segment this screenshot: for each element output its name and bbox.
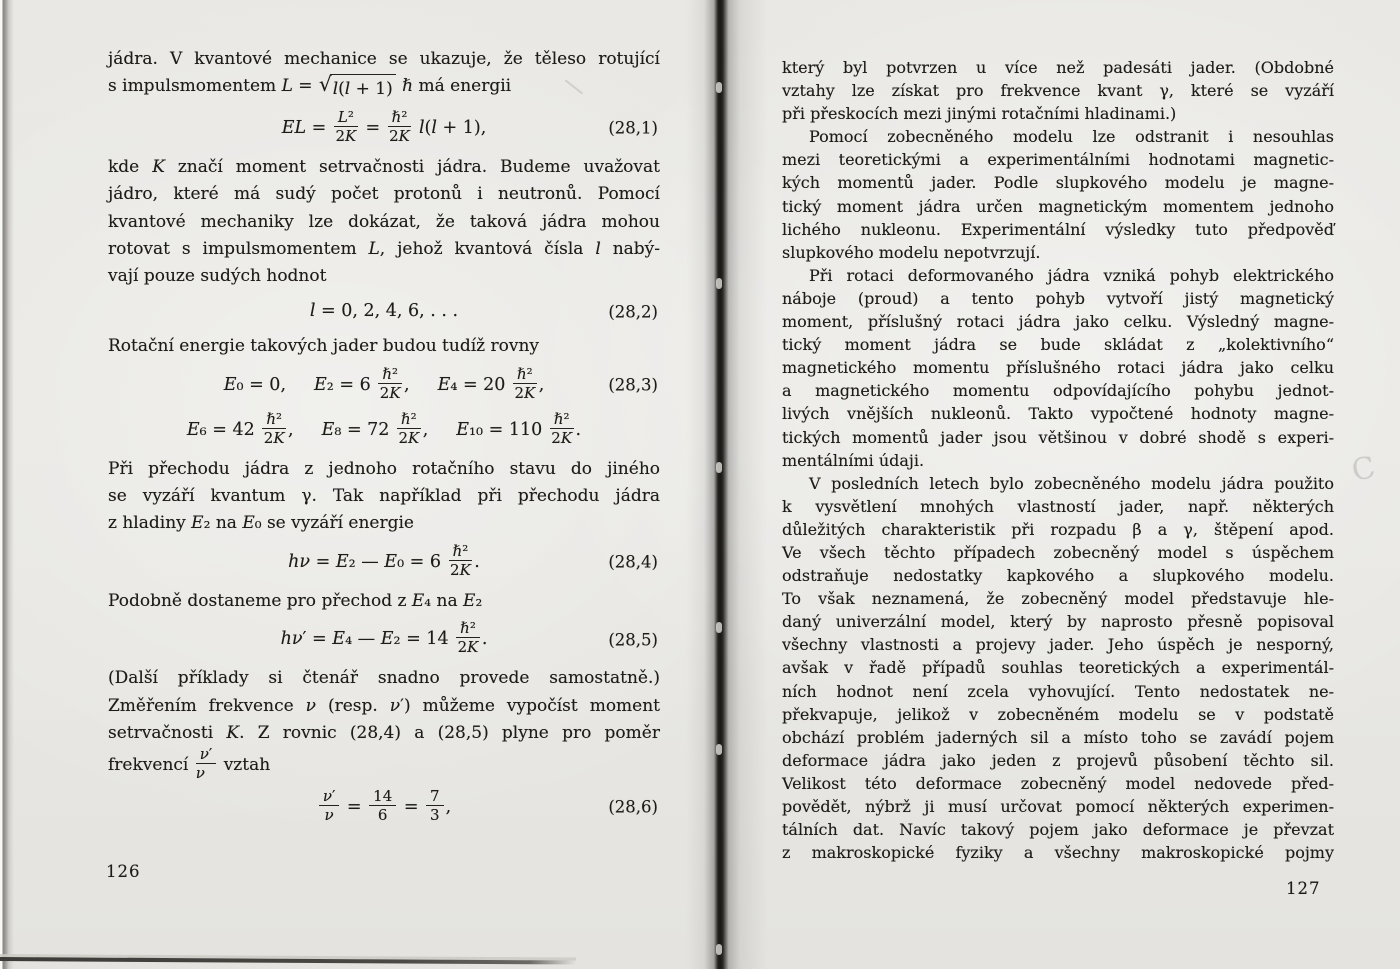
text-line: jádra. V kvantové mechanice se ukazuje, že těleso rotující	[108, 49, 660, 69]
stitch-mark	[716, 278, 722, 289]
equation	[108, 786, 660, 825]
text-line: Rotační energie takových jader budou tudíž rovny	[108, 336, 540, 357]
fraction-numerator: ℏ²	[397, 411, 421, 429]
fraction	[378, 366, 402, 401]
equation-row	[108, 409, 660, 448]
fraction-numerator: ℏ²	[378, 366, 402, 384]
text-line: vají pouze sudých hodnot	[108, 266, 327, 287]
equation-number: (28,5)	[608, 630, 658, 650]
text-line: mezi teoretickými a experimentálními hodnotami magnetic-	[782, 150, 1334, 170]
text-line: tických momentů jader jsou většinou v dobré shodě s experi-	[782, 427, 1334, 447]
stitch-mark	[716, 622, 722, 633]
text-line: tálních dat. Navíc takový pojem jako deformace je převzat	[782, 820, 1334, 840]
text-line: Při rotaci deformovaného jádra vzniká pohyb elektrického	[809, 265, 1334, 285]
fraction-denominator: 6	[377, 805, 388, 824]
radicand: l(l + 1)	[330, 74, 396, 103]
fraction-denominator: 2K	[551, 428, 573, 447]
text-line: ních hodnot není zcela vyhovující. Tento nedostatek ne-	[782, 681, 1334, 701]
fraction-numerator: ℏ²	[456, 620, 480, 638]
text-line: k vysvětlení mnohých vlastností jader, např. některých	[782, 496, 1334, 516]
fraction-numerator: ℏ²	[550, 411, 574, 429]
text-line: tický moment jádra se bude skládat z „kolektivního“	[782, 335, 1334, 355]
fraction-denominator: ν	[324, 805, 334, 824]
equation-number: (28,6)	[608, 797, 658, 817]
text-line: Při přechodu jádra z jednoho rotačního stavu do jiného	[108, 458, 660, 479]
fraction-numerator: 14	[369, 788, 396, 806]
pencil-mark: C	[1348, 449, 1379, 490]
paragraph	[108, 46, 660, 104]
fraction	[456, 620, 480, 655]
fraction-denominator: 2K	[335, 126, 357, 145]
page-left	[108, 46, 660, 833]
fraction	[449, 543, 473, 578]
text-line: Podobně dostaneme pro přechod z E₄ na E₂	[108, 590, 483, 611]
paragraph	[108, 456, 660, 538]
text-line: z makroskopické fyziky a všechny makroskopické pojmy	[782, 843, 1334, 863]
text-line: mentálními údaji.	[782, 450, 925, 470]
paragraph	[782, 264, 1334, 472]
equation-formula: E₆ = 42 $\frac{\text{ℏ²}}{2K}$ , E₈ = 72 $\frac{\text{ℏ²}}{2K}$ , E₁₀ = 110 $\frac{\text{ℏ²}}{2K}$ .	[186, 409, 582, 447]
paragraph	[108, 333, 660, 360]
fraction-numerator: ν′	[196, 746, 217, 764]
fraction-denominator: 3	[430, 805, 440, 824]
fraction	[513, 366, 537, 401]
equation-number: (28,3)	[608, 375, 658, 395]
text-line: avšak v řadě případů souhlas teoretických a experimentál-	[782, 658, 1334, 678]
text-line: všechny vlastnosti a projevy jader. Jeho úspěch je nesporný,	[782, 635, 1334, 655]
text-line: lichého nukleonu. Experimentální výsledky tuto předpověď	[782, 219, 1334, 239]
sqrt-radical	[319, 74, 396, 103]
fraction	[550, 411, 574, 446]
fraction-denominator: 2K	[398, 428, 420, 447]
page-number-right: 127	[1286, 879, 1321, 898]
equation-number: (28,1)	[608, 118, 658, 138]
text-line: vztahy lze získat pro frekvence kvant γ, které se vyzáří	[782, 81, 1334, 101]
fraction-numerator: ℏ²	[513, 366, 537, 384]
fraction-denominator: 2K	[514, 383, 536, 402]
text-line: livých vnějších nukleonů. Takto vypočtené hodnoty magne-	[782, 404, 1334, 424]
subscript: L	[294, 117, 307, 138]
paragraph	[782, 56, 1334, 125]
fraction	[369, 788, 396, 823]
text-line: kých momentů jader. Podle slupkového modelu je magne-	[782, 173, 1334, 193]
fraction-denominator: 2K	[450, 560, 471, 579]
equation	[108, 619, 660, 657]
text-line: setrvačnosti K. Z rovnic (28,4) a (28,5) plyne pro poměr	[108, 723, 660, 744]
text-line: důležitých charakteristik při rozpadu β a γ, štěpení apod.	[782, 519, 1334, 539]
paragraph	[108, 588, 660, 615]
fraction-denominator: 2K	[263, 428, 285, 447]
equation-number: (28,4)	[608, 552, 658, 572]
text-line: odstraňuje nedostatky kapkového a slupkového modelu.	[782, 566, 1334, 586]
fraction	[334, 109, 358, 144]
equation-formula: $\frac{\nu'}{\nu}$ = $\frac{14}{6}$ = $\frac{7}{3}$ ,	[317, 797, 451, 817]
equation	[108, 541, 660, 580]
text-line: náboje (proud) a tento pohyb vytvoří jistý magnetický	[782, 288, 1334, 308]
equation-row	[108, 364, 660, 403]
fraction-numerator: ℏ²	[388, 109, 412, 127]
fraction-denominator: ν	[195, 763, 205, 782]
text-line: rotovat s impulsmomentem L, jehož kvantová čísla l nabý-	[108, 239, 661, 260]
equation-row	[108, 619, 660, 657]
page-edge-bottom	[0, 957, 576, 965]
equation-formula: hν′ = E₄ — E₂ = 14 $\frac{\text{ℏ²}}{2K}$ .	[280, 619, 488, 657]
text-line: kde K značí moment setrvačnosti jádra. Budeme uvažovat	[108, 156, 660, 177]
paragraph	[108, 154, 660, 291]
text-line: tický moment jádra určen magnetickým momentem jednoho	[782, 196, 1334, 216]
text-line: z hladiny E₂ na E₀ se vyzáří energie	[108, 513, 414, 534]
text-line: daný univerzální model, který by naprosto přesně popisoval	[782, 612, 1334, 632]
text-line: V posledních letech bylo zobecněného modelu jádra použito	[809, 473, 1334, 493]
radical-sign: √	[318, 72, 332, 97]
text-line: který byl potvrzen u více než padesáti jader. (Obdobné	[782, 58, 1334, 77]
text-line: frekvencí $\frac{\nu'}{\nu}$ vztah	[108, 744, 271, 782]
text-line: moment, příslušný rotaci jádra jako celku. Výsledný magne-	[782, 312, 1334, 332]
equation	[108, 107, 660, 146]
page-right	[782, 56, 1334, 864]
equation-formula: EL = $\frac{\text{L²}}{2K}$ = $\frac{\text{ℏ²}}{2K}$ l(l + 1),	[281, 107, 487, 145]
equation-row	[108, 541, 660, 580]
fraction-numerator: L²	[334, 109, 358, 127]
text-line: překvapuje, jelikož v zobecněném modelu se v podstatě	[782, 704, 1334, 724]
scan-edge-left	[0, 0, 14, 969]
paragraph	[782, 472, 1334, 865]
fraction	[426, 788, 444, 823]
equation-row	[108, 298, 660, 325]
equation-number: (28,2)	[608, 301, 658, 321]
fraction	[397, 411, 421, 446]
text-line: obchází problém jaderných sil a místo toho se zavádí pojem	[782, 727, 1334, 747]
stitch-mark	[716, 744, 722, 755]
fraction-denominator: 2K	[379, 383, 401, 402]
equation-formula: l = 0, 2, 4, 6, . . .	[309, 300, 459, 321]
stitch-mark	[716, 462, 722, 473]
paragraph	[108, 665, 660, 782]
text-line: deformace jádra jako jeden z projevů působení těchto sil.	[782, 750, 1334, 770]
text-line: Změřením frekvence ν (resp. ν′) můžeme vypočíst moment	[108, 695, 661, 716]
text-line: slupkového modelu nepotvrzují.	[782, 242, 1041, 262]
text-line: se vyzáří kvantum γ. Tak například při přechodu jádra	[108, 486, 660, 507]
fraction	[388, 109, 412, 144]
fraction-denominator: 2K	[389, 126, 410, 145]
text-line: s impulsmomentem L = √ l(l + 1) ℏ má energii	[108, 73, 660, 103]
fraction	[196, 746, 217, 781]
paragraph	[782, 125, 1334, 264]
equation-formula: E₀ = 0, E₂ = 6 $\frac{\text{ℏ²}}{2K}$ , E₄ = 20 $\frac{\text{ℏ²}}{2K}$ ,	[223, 364, 545, 402]
fraction	[262, 411, 286, 446]
text-line: Velikost této deformace zobecněný model nedovede před-	[782, 773, 1334, 793]
text-line: Ve všech těchto případech zobecněný model s úspěchem	[782, 542, 1334, 562]
stitch-mark	[716, 82, 722, 93]
text-line: jádro, které má sudý počet protonů i neutronů. Pomocí	[108, 184, 660, 205]
fraction-numerator: ν′	[319, 788, 340, 806]
equation-formula: hν = E₂ — E₀ = 6 $\frac{\text{ℏ²}}{2K}$ .	[288, 541, 480, 579]
text-line: To však neznamená, že zobecněný model představuje hle-	[782, 589, 1334, 609]
page-number-left: 126	[106, 862, 141, 881]
equation-row	[108, 786, 660, 825]
equation-row	[108, 107, 660, 146]
text-line: kvantové mechaniky lze dokázat, že taková jádra mohou	[108, 211, 660, 232]
text-line: Pomocí zobecněného modelu lze odstranit i nesouhlas	[809, 127, 1334, 147]
fraction	[319, 788, 340, 823]
text-line: povědět, nýbrž ji musí určovat pomocí některých experimen-	[782, 797, 1334, 816]
equation	[108, 364, 660, 448]
book-gutter	[686, 0, 768, 969]
text-line: (Další příklady si čtenář snadno provede samostatně.)	[108, 668, 660, 689]
fraction-numerator: ℏ²	[262, 411, 286, 429]
text-line: a magnetického momentu odpovídajícího pohybu jednot-	[782, 381, 1334, 401]
fraction-numerator: ℏ²	[449, 543, 473, 561]
fraction-numerator: 7	[426, 788, 444, 806]
fraction-denominator: 2K	[457, 638, 479, 657]
text-line: magnetického momentu příslušného rotaci jádra jako celku	[782, 358, 1334, 378]
stitch-mark	[716, 944, 722, 955]
text-line: při přeskocích mezi jinými rotačními hladinami.)	[782, 104, 1177, 124]
equation	[108, 298, 660, 325]
